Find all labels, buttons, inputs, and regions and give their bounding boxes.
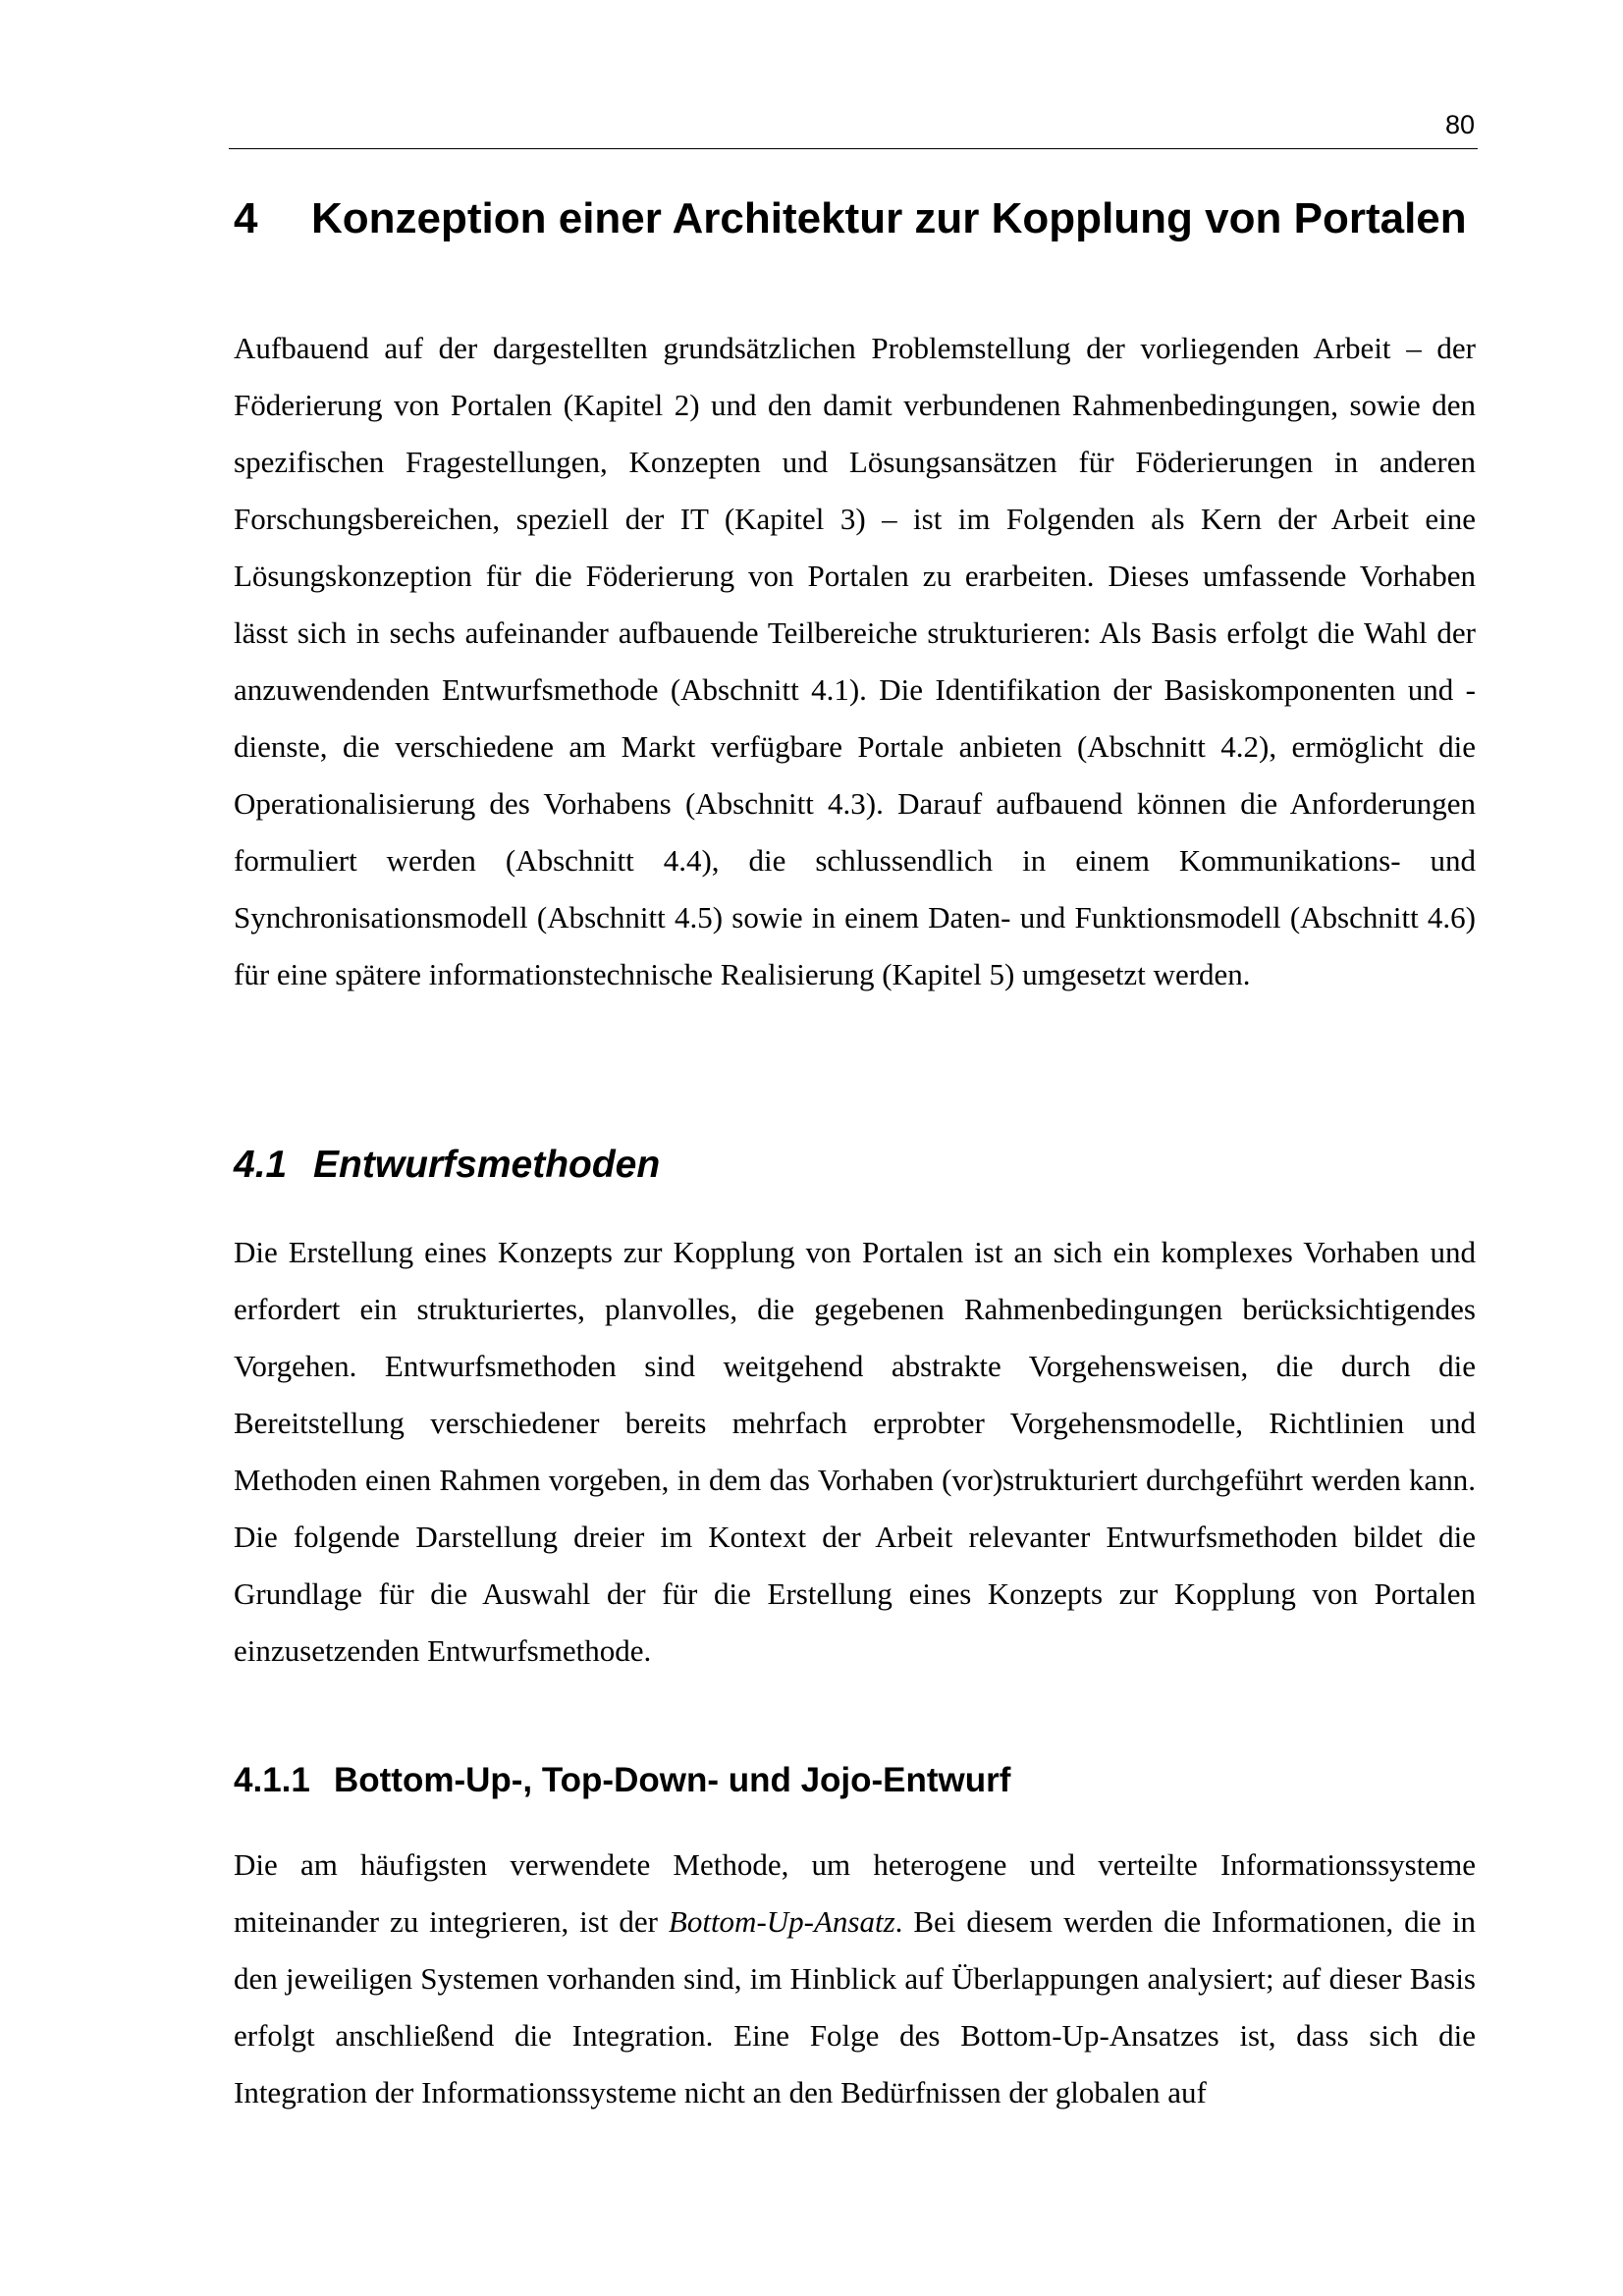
subsection-number: 4.1.1 (234, 1761, 310, 1799)
section-title-text: Entwurfsmethoden (313, 1144, 661, 1186)
emphasized-term: Bottom-Up-Ansatz (668, 1904, 895, 1939)
header-divider (229, 148, 1478, 149)
subsection-paragraph (234, 1837, 1476, 2121)
page-number: 80 (1444, 110, 1475, 139)
section-number: 4.1 (234, 1144, 288, 1186)
subsection-paragraph-start: Die am häufigsten verwendete Methode, um heterogene und verteilte Informationssysteme miteinander zu integrieren, ist der (234, 1847, 1476, 1939)
section-paragraph: Die Erstellung eines Konzepts zur Kopplung von Portalen ist an sich ein komplexes Vorhaben und erfordert ein strukturiertes, planvolles, die gegebenen Rahmenbedingungen berücksichtigendes Vorgehen. Entwurfsmethoden sind weitgehend abstrakte Vorgehensweisen, die durch die Bereitstellung verschiedener bereits mehrfach erprobter Vorgehensmodelle, Richtlinien und Methoden einen Rahmen vorgeben, in dem das Vorhaben (vor)strukturiert durchgeführt werden kann. Die folgende Darstellung dreier im Kontext der Arbeit relevanter Entwurfsmethoden bildet die Grundlage für die Auswahl der für die Erstellung eines Konzepts zur Kopplung von Portalen einzusetzenden Entwurfsmethode. (234, 1235, 1476, 1668)
chapter-title-text: Konzeption einer Architektur zur Kopplung von Portalen (311, 194, 1467, 242)
subsection-title (234, 1760, 1010, 1801)
chapter-intro-paragraph: Aufbauend auf der dargestellten grundsätzlichen Problemstellung der vorliegenden Arbeit – der Föderierung von Portalen (Kapitel 2) und den damit verbundenen Rahmenbedingungen, sowie den spezifischen Fragestellungen, Konzepten und Lösungsansätzen für Föderierungen in anderen Forschungsbereichen, speziell der IT (Kapitel 3) – ist im Folgenden als Kern der Arbeit eine Lösungskonzeption für die Föderierung von Portalen zu erarbeiten. Dieses umfassende Vorhaben lässt sich in sechs aufeinander aufbauende Teilbereiche strukturieren: Als Basis erfolgt die Wahl der anzuwendenden Entwurfsmethode (Abschnitt 4.1). Die Identifikation der Basiskomponenten und -dienste, die verschiedene am Markt verfügbare Portale anbieten (Abschnitt 4.2), ermöglicht die Operationalisierung des Vorhabens (Abschnitt 4.3). Darauf aufbauend können die Anforderungen formuliert werden (Abschnitt 4.4), die schlussendlich in einem Kommunikations- und Synchronisationsmodell (Abschnitt 4.5) sowie in einem Daten- und Funktionsmodell (Abschnitt 4.6) für eine spätere informationstechnische Realisierung (Kapitel 5) umgesetzt werden. (234, 331, 1476, 991)
section-title (234, 1143, 660, 1188)
subsection-paragraph-end: . Bei diesem werden die Informationen, die in den jeweiligen Systemen vorhanden sind, im Hinblick auf Überlappungen analysiert; auf dieser Basis erfolgt anschließend die Integration. Eine Folge des Bottom-Up-Ansatzes ist, dass sich die Integration der Informationssysteme nicht an den Bedürfnissen der globalen auf (234, 1904, 1476, 2109)
chapter-number: 4 (234, 194, 258, 242)
chapter-title (234, 192, 1471, 244)
subsection-title-text: Bottom-Up-, Top-Down- und Jojo-Entwurf (334, 1761, 1011, 1799)
